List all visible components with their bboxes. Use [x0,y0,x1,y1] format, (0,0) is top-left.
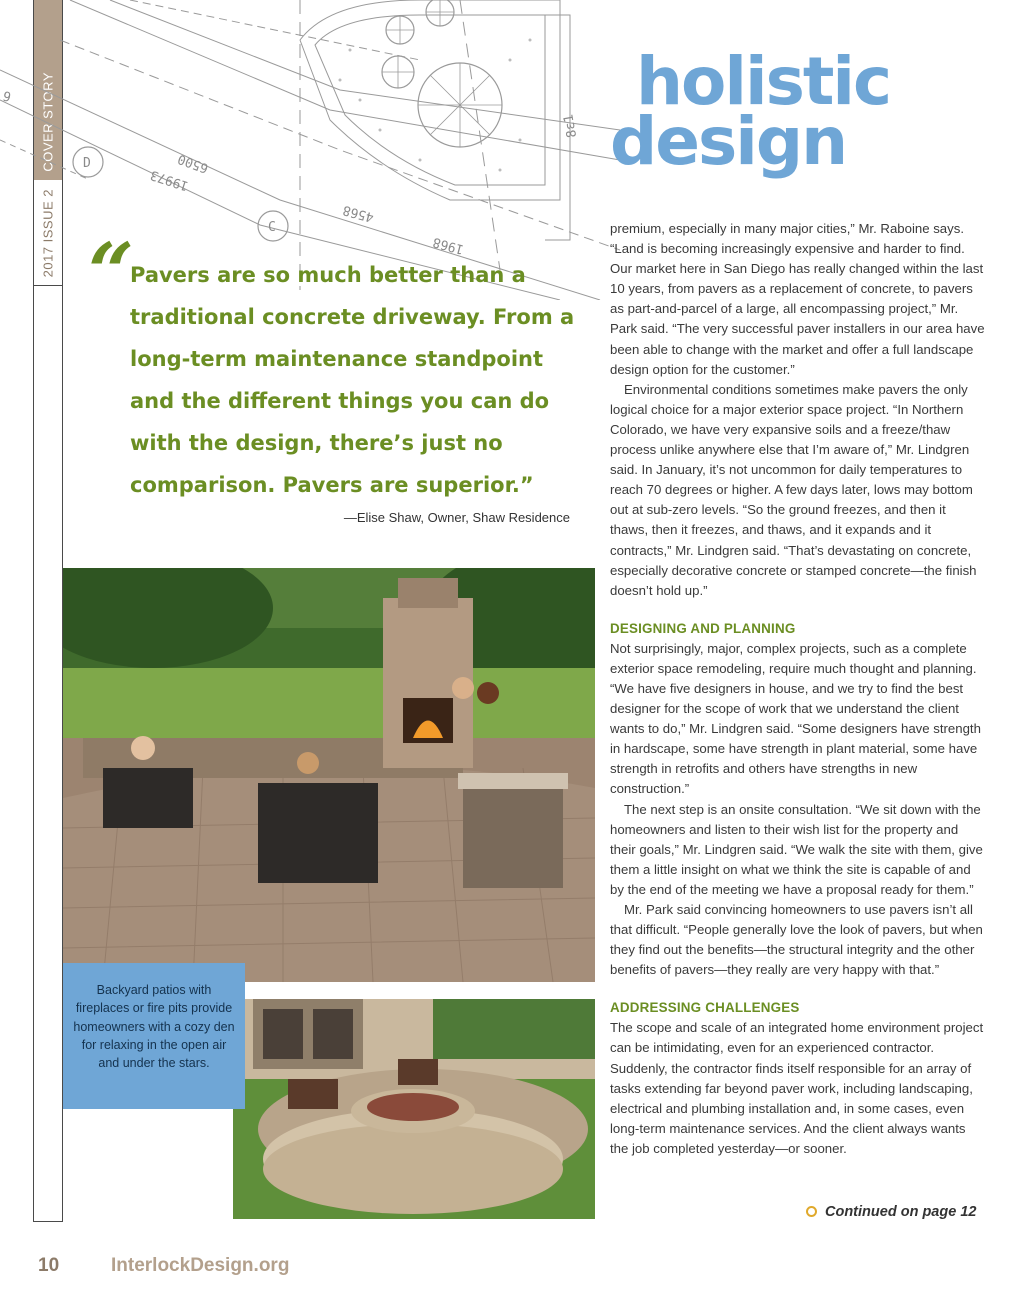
continued-text: Continued on page 12 [825,1204,977,1220]
dimension-label: 1968 [431,233,466,257]
dimension-label: 4568 [341,201,376,225]
title-line-2: design [610,103,847,180]
article-paragraph: The scope and scale of an integrated home environment project can be intimidating, even for an experienced contractor. Suddenly, the contractor finds itself responsible for an array of tasks extending far beyond paver work, including landscaping, electrical and plumbing installation and, in some cases, even long-term maintenance services. And the client always wants the job completed yesterday—or sooner. [610,1020,984,1156]
article-paragraph: Environmental conditions sometimes make pavers the only logical choice for a major exterior space project. “In Northern Colorado, we have very expansive soils and a freeze/thaw process unlike anywhere else that I’m aware of,” Mr. Lindgren said. In January, it’s not uncommon for daily temperatures to reach 70 degrees or higher. A few days later, lows may bottom out at sub-zero levels. “So the ground freezes, and then it thaws, then it freezes, and thaws, and it expands and it contracts,” Mr. Lindgren said. “That’s devastating on concrete, especially decorative concrete or stamped concrete—the finish doesn’t hold up.” [610,381,977,598]
article-paragraph: Mr. Park said convincing homeowners to use pavers isn’t all that difficult. “People generally love the look of pavers, but when they find out the benefits—the structural integrity and the other benefits of pavers—they really are very happy with that.” [610,902,983,978]
dimension-label: 6500 [175,150,211,176]
patio-fireplace-photo [63,568,595,982]
grid-marker: C [268,220,276,235]
website-link[interactable]: InterlockDesign.org [111,1255,290,1276]
continued-link[interactable] [806,1204,976,1220]
article-title [610,43,891,180]
article-paragraph: The next step is an onsite consultation. “We sit down with the homeowners and listen to their wish list for the property and their goals,” Mr. Lindgren said. “We walk the site with them, give them a little insight on what we think the site is capable of and by the end of the meeting we have a proposal ready for them.” [610,801,983,897]
issue-label: 2017 ISSUE 2 [40,188,56,277]
grid-marker: D [83,156,91,171]
section-label: COVER STORY [40,72,56,172]
fire-pit-illustration [233,999,595,1219]
title-line-1: holistic [636,43,891,120]
photo-caption-box [63,963,245,1109]
dimension-label: 19973 [148,166,191,194]
patio-fireplace-illustration [63,568,595,982]
dimension-label: 8ε1 [561,113,581,139]
article-column [610,219,986,1159]
fire-pit-photo [233,999,595,1219]
section-heading: ADDRESSING CHALLENGES [610,1000,800,1016]
article-paragraph: Not surprisingly, major, complex projects, such as a complete exterior space remodeling, require much thought and planning. “We have five designers in house, and we try to find the best designer for the scope of work that we understand the client wants to do,” Mr. Lindgren said. “Some designers have strength in hardscape, some have strength in plant material, some have strength in retrofits and others have strengths in new construction.” [610,640,981,797]
quote-attribution: —Elise Shaw, Owner, Shaw Residence [343,510,570,525]
bullet-circle-icon [806,1206,817,1217]
quote-mark: “ [88,225,135,319]
pull-quote: Pavers are so much better than a traditional concrete driveway. From a long-term maintenance standpoint and the different things you can do with the design, there’s just no comparison. Pavers are superior.” [130,263,575,497]
page-number: 10 [38,1255,60,1276]
dimension-label: 6 [1,87,13,104]
section-heading: DESIGNING AND PLANNING [610,620,796,636]
photo-caption: Backyard patios with fireplaces or fire pits provide homeowners with a cozy den for relaxing in the open air and under the stars. [73,983,235,1071]
article-paragraph: premium, especially in many major cities,” Mr. Raboine says. “Land is becoming increasingly expensive and harder to find. Our market here in San Diego has really changed within the last 10 years, from pavers as a replacement of concrete, to pavers as part-and-parcel of a large, all encompassing project,” Mr. Park said. “The very successful paver installers in our area have been able to change with the market and offer a full landscape design option for the customer.” [610,221,985,377]
